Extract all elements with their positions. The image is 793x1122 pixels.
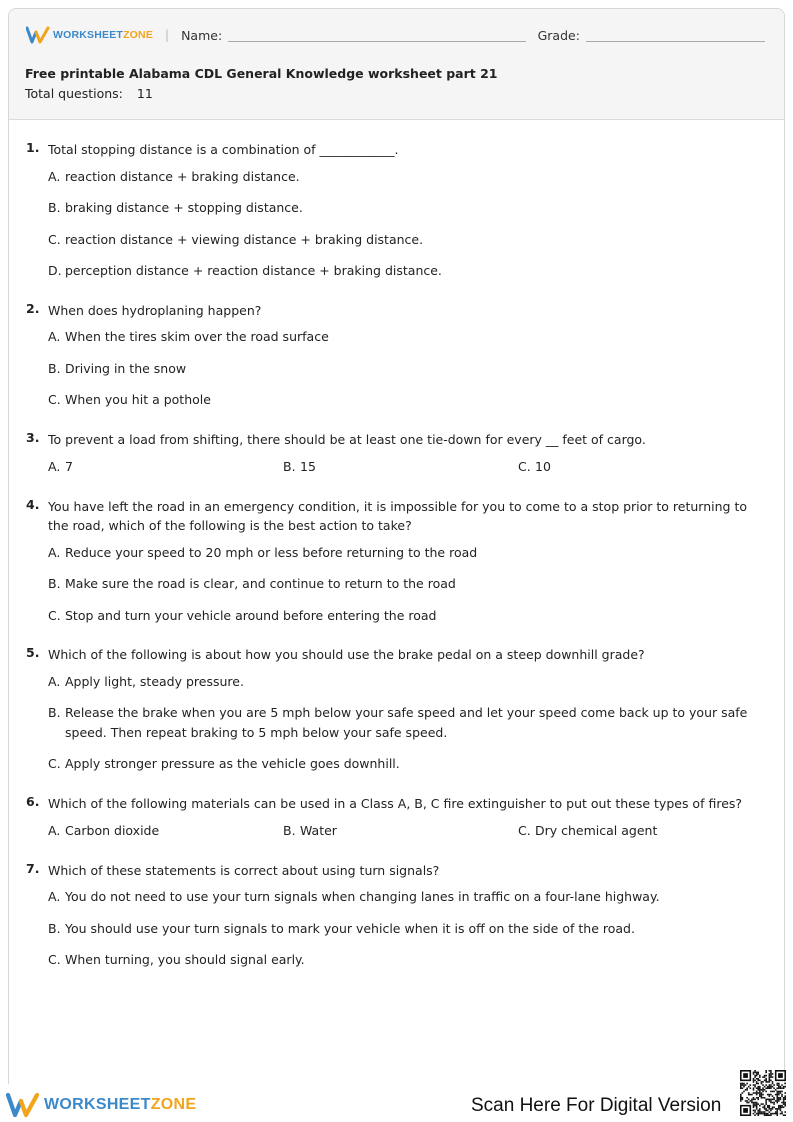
answer-option[interactable] [48, 327, 754, 347]
question-1 [9, 140, 784, 281]
question-text: You have left the road in an emergency condition, it is impossible for you to come to a stop prior to returning to the road, which of the following is the best action to take? [48, 498, 747, 533]
answer-option-letter: B. [48, 705, 61, 720]
answer-option[interactable] [48, 198, 754, 218]
answer-option-text: reaction distance + braking distance. [65, 168, 300, 184]
answer-option-text: braking distance + stopping distance. [65, 200, 303, 215]
grade-label: Grade: [537, 27, 580, 43]
answer-option-letter: C. [48, 231, 61, 247]
answer-option[interactable] [48, 167, 754, 187]
question-number: 6. [26, 793, 40, 809]
answer-option-text: Release the brake when you are 5 mph below your safe speed and let your speed come back up to your safe speed. Then repeat braking to 5 mph below your safe speed. [65, 705, 748, 740]
question-6 [9, 794, 784, 841]
footer-brand-logo [6, 1092, 196, 1118]
question-5 [9, 645, 784, 774]
answer-option[interactable] [48, 390, 754, 410]
answer-option[interactable] [48, 754, 754, 774]
answer-options [48, 543, 754, 626]
footer-brand-text-worksheet: WORKSHEET [44, 1096, 151, 1113]
name-label: Name: [181, 27, 223, 43]
answer-option-letter: B. [283, 823, 296, 838]
answer-options [48, 672, 754, 774]
answer-option-letter: B. [48, 920, 61, 936]
answer-option-letter: C. [518, 459, 531, 474]
question-number: 1. [26, 140, 40, 155]
answer-option-letter: C. [48, 607, 61, 623]
answer-option-text: Water [300, 823, 337, 838]
answer-option-letter: C. [48, 952, 61, 967]
qr-code-icon[interactable] [740, 1070, 786, 1116]
answer-option-letter: A. [48, 544, 61, 560]
answer-option-letter: A. [48, 329, 61, 344]
answer-option[interactable] [283, 821, 518, 841]
answer-option[interactable] [48, 543, 754, 563]
brand-logo [26, 26, 153, 44]
question-7 [9, 861, 784, 970]
answer-option-text: Stop and turn your vehicle around before entering the road [65, 607, 437, 623]
answer-option-text: Driving in the snow [65, 360, 187, 376]
answer-option[interactable] [48, 703, 754, 742]
answer-option-text: reaction distance + viewing distance + braking distance. [65, 231, 424, 247]
answer-option[interactable] [48, 606, 754, 626]
question-number: 4. [26, 496, 40, 512]
answer-option-letter: A. [48, 168, 61, 184]
grade-field[interactable] [586, 28, 765, 42]
answer-option[interactable] [48, 230, 754, 250]
answer-option-text: Carbon dioxide [65, 823, 160, 838]
answer-option-text: 15 [300, 459, 316, 474]
answer-option-letter: A. [48, 459, 61, 474]
total-questions-count: 11 [136, 86, 153, 101]
answer-option[interactable] [48, 457, 283, 477]
answer-option-letter: C. [518, 823, 531, 838]
answer-option-text: You should use your turn signals to mark your vehicle when it is off on the side of the road. [65, 920, 635, 936]
page-footer [0, 1084, 793, 1122]
answer-option-text: perception distance + reaction distance + braking distance. [65, 263, 442, 278]
answer-option[interactable] [48, 950, 754, 970]
header-separator: | [165, 28, 170, 42]
answer-option[interactable] [48, 359, 754, 379]
question-number: 5. [26, 645, 40, 660]
answer-option[interactable] [518, 821, 753, 841]
answer-option-text: When you hit a pothole [65, 392, 211, 407]
answer-option[interactable] [48, 574, 754, 594]
answer-option-letter: A. [48, 673, 61, 689]
question-text: Which of the following is about how you should use the brake pedal on a steep downhill grade? [48, 647, 645, 662]
question-3 [9, 430, 784, 477]
question-text: Which of these statements is correct about using turn signals? [48, 862, 440, 878]
answer-option-letter: D. [48, 263, 62, 278]
question-text: When does hydroplaning happen? [48, 302, 262, 318]
worksheetzone-w-icon [6, 1092, 40, 1118]
question-number: 7. [26, 860, 40, 876]
answer-option-letter: A. [48, 889, 61, 904]
answer-option-letter: B. [48, 576, 61, 591]
question-2 [9, 301, 784, 410]
answer-options [48, 821, 754, 841]
answer-option-text: You do not need to use your turn signals when changing lanes in traffic on a four-lane highway. [65, 889, 660, 904]
answer-options [48, 327, 754, 410]
answer-option-letter: B. [283, 459, 296, 474]
answer-option-text: Apply stronger pressure as the vehicle goes downhill. [65, 756, 400, 771]
brand-text-zone: ZONE [123, 29, 154, 41]
header-topline [26, 25, 765, 45]
answer-option-text: 7 [65, 459, 73, 474]
total-questions [25, 86, 153, 101]
answer-option[interactable] [518, 457, 753, 477]
footer-brand-text-zone: ZONE [150, 1096, 197, 1113]
answer-option-text: Reduce your speed to 20 mph or less before returning to the road [65, 544, 478, 560]
worksheet-sheet [8, 8, 785, 1084]
worksheet-title: Free printable Alabama CDL General Knowledge worksheet part 21 [25, 66, 498, 81]
worksheet-header [9, 9, 784, 120]
answer-options [48, 457, 754, 477]
name-field[interactable] [228, 28, 525, 42]
answer-option-text: Apply light, steady pressure. [65, 673, 244, 689]
answer-option-letter: A. [48, 823, 61, 838]
total-questions-label: Total questions: [25, 86, 123, 101]
answer-option-letter: B. [48, 200, 61, 215]
question-list [9, 140, 784, 990]
question-text: To prevent a load from shifting, there should be at least one tie-down for every __ feet of cargo. [48, 431, 646, 447]
answer-option[interactable] [48, 261, 754, 281]
answer-option[interactable] [283, 457, 518, 477]
question-number: 3. [26, 429, 40, 445]
scan-digital-version-text: Scan Here For Digital Version [471, 1095, 722, 1116]
answer-option-text: Make sure the road is clear, and continue to return to the road [65, 576, 456, 591]
answer-option[interactable] [48, 887, 754, 907]
answer-options [48, 167, 754, 281]
answer-option-letter: C. [48, 392, 61, 407]
question-text: Total stopping distance is a combination of ____________. [48, 142, 399, 157]
question-text: Which of the following materials can be used in a Class A, B, C fire extinguisher to put out these types of fires? [48, 795, 743, 811]
answer-option[interactable] [48, 821, 283, 841]
brand-text-worksheet: WORKSHEET [53, 29, 124, 41]
answer-option-text: When turning, you should signal early. [65, 952, 305, 967]
worksheetzone-w-icon [26, 26, 50, 44]
question-number: 2. [26, 300, 40, 316]
answer-option-letter: C. [48, 756, 61, 771]
answer-option-text: 10 [535, 459, 551, 474]
answer-options [48, 887, 754, 970]
question-4 [9, 497, 784, 626]
answer-option-text: Dry chemical agent [535, 823, 658, 838]
answer-option[interactable] [48, 672, 754, 692]
answer-option-letter: B. [48, 360, 61, 376]
answer-option-text: When the tires skim over the road surface [65, 329, 329, 344]
answer-option[interactable] [48, 919, 754, 939]
